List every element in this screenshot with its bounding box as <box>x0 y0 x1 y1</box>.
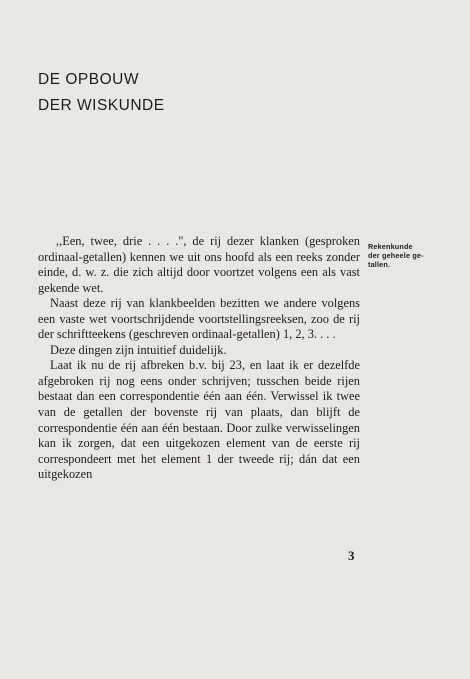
paragraph-3: Deze dingen zijn intuitief duidelijk. <box>50 342 227 357</box>
chapter-title-line-2: DER WISKUNDE <box>38 97 165 114</box>
paragraph-2: Naast deze rij van klankbeelden bezitten we andere volgens een vaste wet voortschrijdende voortstellingsreeksen, zoo de rij der schriftteekens (geschreven ordinaal-getallen) 1, 2, 3. . . . <box>38 296 360 342</box>
margin-note-line-3: tallen. <box>368 260 391 270</box>
margin-note-line-1: Rekenkunde <box>368 242 413 251</box>
page-number: 3 <box>348 548 355 563</box>
paragraph-4: Laat ik nu de rij afbreken b.v. bij 23, en laat ik er dezelfde afgebroken rij nog eens onder schrijven; tusschen beide rijen bestaat dan een correspondentie één aan één. Verwissel ik twee van de getallen der bovenste rij van plaats, dan blijft de correspondentie één aan één bestaan. Door zulke verwisselingen kan ik zorgen, dat een uitgekozen element van de eerste rij correspondeert met het element 1 der tweede rij; dán dat een uitgekozen <box>38 358 360 482</box>
body-text <box>38 234 360 483</box>
chapter-title <box>38 67 165 119</box>
margin-note <box>368 242 438 270</box>
chapter-title-line-1: DE OPBOUW <box>38 71 139 88</box>
paragraph-1: ,,Een, twee, drie . . . .", de rij dezer klanken (gesproken ordinaal-getallen) kennen we uit ons hoofd als een reeks zonder einde, d. w. z. die zich altijd door voortzet volgens een als vast gekende wet. <box>38 234 360 295</box>
margin-note-line-2: der geheele ge- <box>368 251 424 261</box>
